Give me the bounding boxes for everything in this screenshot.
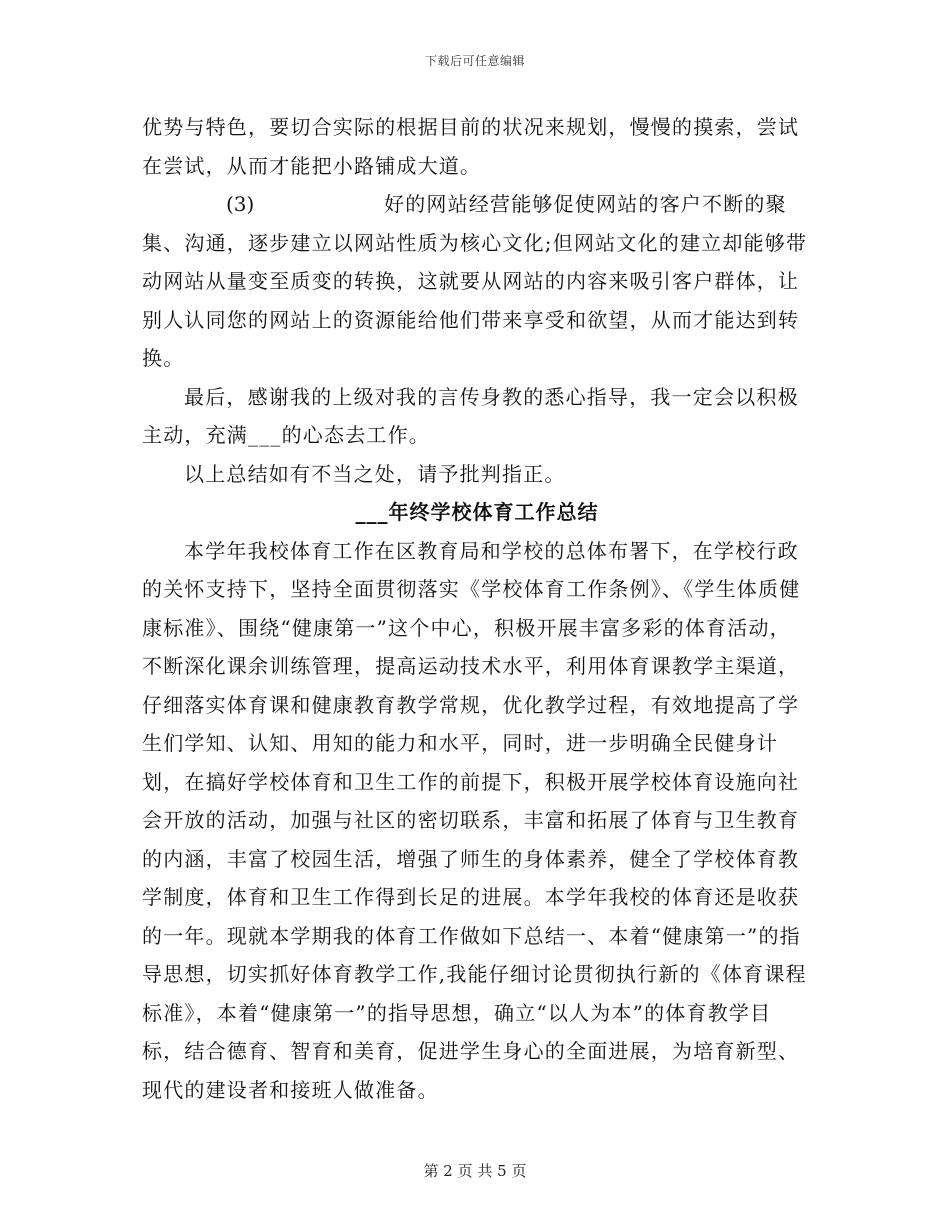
item-number: (3) — [226, 192, 255, 216]
section-title: ___年终学校体育工作总结 — [355, 500, 599, 524]
paragraph-summary: 本学年我校体育工作在区教育局和学校的总体布署下，在学校行政的关怀支持下，坚持全面贯彻落实《学校体育工作条例》、《学生体质健康标准》、围绕“健康第一”这个中心，积极开展丰富多彩的体育活动，不断深化课余训练管理，提高运动技术水平，利用体育课教学主渠道，仔细落实体育课和健康教育教学常规，优化教学过程，有效地提高了学生们学知、认知、用知的能力和水平，同时，进一步明确全民健身计划，在搞好学校体育和卫生工作的前提下，积极开展学校体育设施向社会开放的活动，加强与社区的密切联系，丰富和拓展了体育与卫生教育的内涵，丰富了校园生活，增强了师生的身体素养，健全了学校体育教学制度，体育和卫生工作得到长足的进展。本学年我校的体育还是收获的一年。现就本学期我的体育工作做如下总结一、本着“健康第一”的指导思想，切实抓好体育教学工作,我能仔细讨论贯彻执行新的《体育课程标准》，本着“健康第一”的指导思想，确立“以人为本”的体育教学目标，结合德育、智育和美育，促进学生身心的全面进展，为培育新型、现代的建设者和接班人做准备。 — [142, 538, 807, 1102]
item-text: 好的网站经营能够促使网站的客户不断的聚集、沟通，逐步建立以网站性质为核心文化;但网站文化的建立却能够带动网站从量变至质变的转换，这就要从网站的内容来吸引客户群体，让别人认同您的网站上的资源能给他们带来享受和欲望，从而才能达到转换。 — [142, 192, 808, 370]
page-number-footer: 第 2 页 共 5 页 — [423, 1162, 527, 1180]
paragraph-continuation: 优势与特色，要切合实际的根据目前的状况来规划，慢慢的摸索，尝试在尝试，从而才能把小路铺成大道。 — [142, 115, 800, 178]
page-header-note: 下载后可任意编辑 — [424, 54, 525, 68]
paragraph-closing: 以上总结如有不当之处，请予批判指正。 — [184, 461, 566, 486]
paragraph-numbered-item — [142, 185, 812, 378]
document-body — [142, 108, 812, 1109]
paragraph-thanks: 最后，感谢我的上级对我的言传身教的悉心指导，我一定会以积极主动，充满___的心态去工作。 — [142, 384, 799, 447]
